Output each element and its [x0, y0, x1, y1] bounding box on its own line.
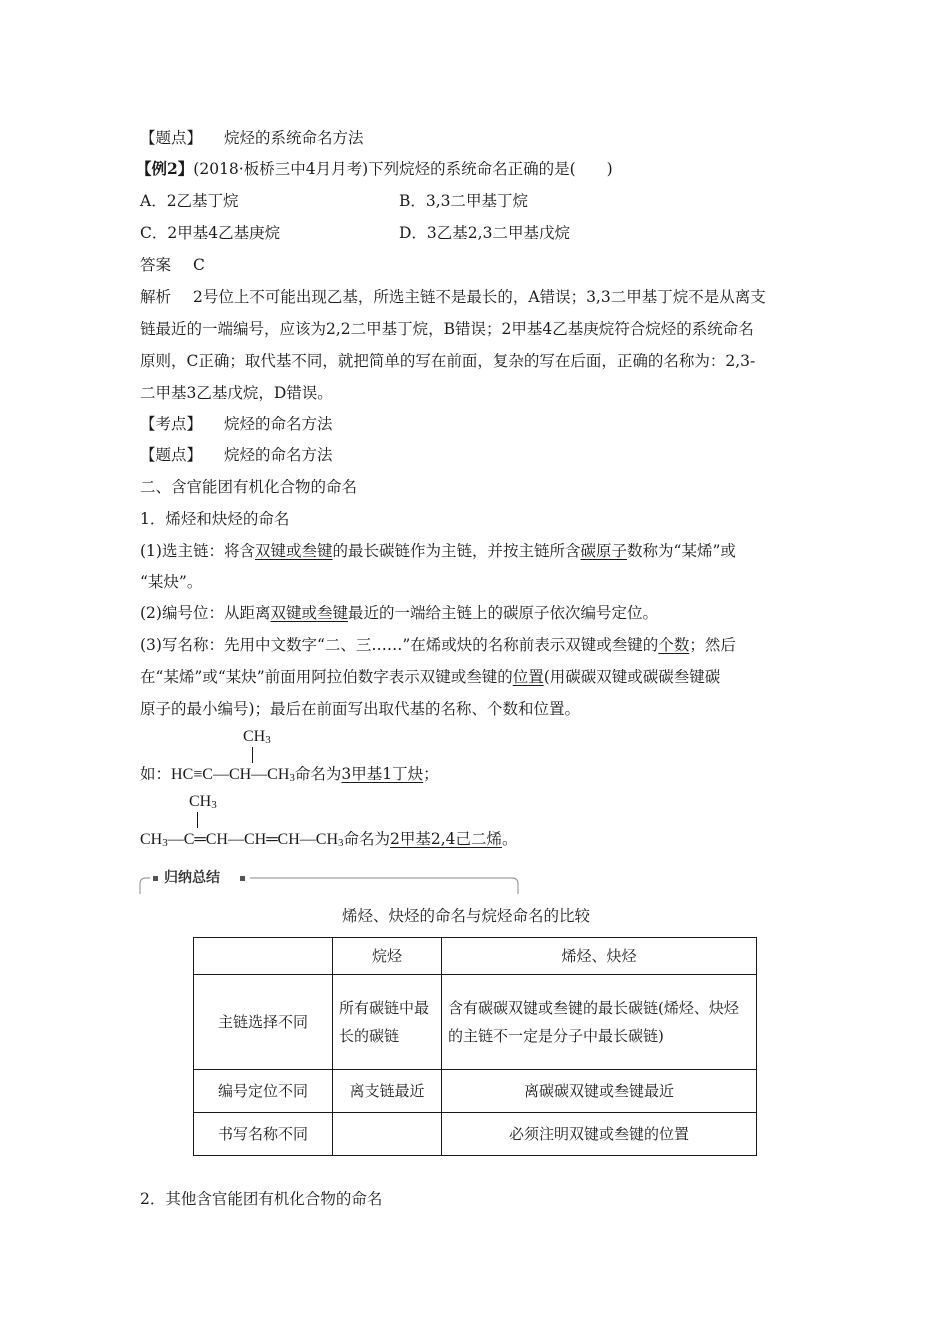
kaodian-line [140, 414, 333, 434]
step2-text-b: 最近的一端给主链上的碳原子依次编号定位。 [347, 604, 658, 622]
table-caption: 烯烃、炔烃的命名与烷烃命名的比较 [342, 907, 591, 925]
step3-text-a: (3)写名称：先用中文数字“二、三……”在烯或炔的名称前表示双键或叁键的 [140, 636, 659, 654]
step1-text-c: 数称为“某烯”或 [627, 542, 736, 560]
analysis-text-1: 2号位上不可能出现乙基，所选主链不是最长的，A错误；3,3二甲基丁烷不是从离支 [193, 288, 766, 306]
step3-blank-2: 位置 [512, 668, 544, 686]
subheading-1: 1．烯烃和炔烃的命名 [140, 510, 290, 528]
step1-text-a: (1)选主链：将含 [140, 542, 255, 560]
row3-alkene: 必须注明双键或叁键的位置 [442, 1113, 757, 1156]
tidian2-tag: 【题点】 [140, 446, 203, 464]
ex2-branch-bond [197, 812, 198, 828]
subheading-2: 2．其他含官能团有机化合物的命名 [140, 1190, 383, 1208]
analysis-line-3: 原则，C正确；取代基不同，就把简单的写在前面，复杂的写在后面，正确的名称为：2,3- [140, 352, 756, 370]
ex1-end: ； [423, 765, 439, 783]
row1-alkane: 所有碳链中最长的碳链 [333, 975, 442, 1070]
example-text: (2018·板桥三中4月月考)下列烷烃的系统命名正确的是( ) [193, 160, 613, 178]
ex2-mid: 命名为 [343, 830, 391, 848]
table-header-corner [194, 938, 333, 975]
row3-alkane [333, 1113, 442, 1156]
tidian2-line [140, 445, 333, 465]
topic-text: 烷烃的系统命名方法 [224, 129, 364, 147]
step3-text-c: 在“某烯”或“某炔”前面用阿拉伯数字表示双键或叁键的 [140, 668, 513, 686]
kaodian-tag: 【考点】 [140, 415, 203, 433]
ex1-prefix: 如： [140, 765, 172, 783]
row3-label: 书写名称不同 [194, 1113, 333, 1156]
table-header-alkane: 烷烃 [333, 938, 442, 975]
analysis-line-4: 二甲基3乙基戊烷，D错误。 [140, 384, 333, 402]
ex1-branch-bond [252, 747, 253, 763]
step2-line [140, 603, 658, 623]
row2-label: 编号定位不同 [194, 1070, 333, 1113]
ex2-name: 2甲基2,4己二烯 [390, 830, 503, 848]
answer-line [140, 255, 205, 275]
answer-label: 答案 [140, 256, 172, 274]
ex1-substituent: $CH_3$ [243, 728, 271, 746]
step1-line1 [140, 541, 736, 561]
ex2-end: 。 [502, 830, 518, 848]
step3-text-d: (用碳碳双键或碳碳叁键碳 [543, 668, 721, 686]
answer-value: C [193, 256, 205, 274]
row2-alkane: 离支链最近 [333, 1070, 442, 1113]
step3-blank-1: 个数 [658, 636, 690, 654]
table-header-alkene: 烯烃、炔烃 [442, 938, 757, 975]
topic-line [140, 128, 364, 148]
step3-line2 [140, 667, 720, 687]
step3-line3: 原子的最小编号)；最后在前面写出取代基的名称、个数和位置。 [140, 700, 581, 718]
option-d: D．3乙基2,3二甲基戊烷 [399, 224, 570, 242]
row2-alkene: 离碳碳双键或叁键最近 [442, 1070, 757, 1113]
option-b: B．3,3二甲基丁烷 [399, 192, 529, 210]
ex1-chain: $HC\equiv C—CH—CH_3$ [171, 766, 295, 784]
topic-tag: 【题点】 [140, 129, 203, 147]
analysis-line-1 [140, 287, 766, 307]
step3-text-b: ；然后 [689, 636, 736, 654]
table-row [194, 1070, 757, 1113]
table-row [194, 975, 757, 1070]
ex2-chain: $CH_3—C═CH—CH═CH—CH_3$ [140, 831, 344, 849]
step1-line2: “某炔”。 [140, 573, 203, 591]
comparison-table [193, 937, 757, 1156]
section-heading: 二、含官能团有机化合物的命名 [140, 478, 358, 496]
kaodian-text: 烷烃的命名方法 [224, 415, 333, 433]
analysis-line-2: 链最近的一端编号，应该为2,2二甲基丁烷，B错误；2甲基4乙基庚烷符合烷烃的系统命名 [140, 320, 754, 338]
summary-title: 归纳总结 [164, 870, 220, 886]
option-c: C．2甲基4乙基庚烷 [140, 224, 281, 242]
step2-blank: 双键或叁键 [270, 604, 348, 622]
step1-text-b: 的最长碳链作为主链，并按主链所含 [332, 542, 581, 560]
ex2-substituent: $CH_3$ [189, 793, 217, 811]
ex1-line [140, 764, 439, 787]
example-tag: 【例2】 [136, 159, 194, 178]
step1-blank-2: 碳原子 [580, 542, 628, 560]
ex1-mid: 命名为 [294, 765, 342, 783]
step2-text-a: (2)编号位：从距离 [140, 604, 271, 622]
row1-label: 主链选择不同 [194, 975, 333, 1070]
step1-blank-1: 双键或叁键 [254, 542, 333, 560]
table-row [194, 1113, 757, 1156]
ex1-name: 3甲基1丁炔 [341, 765, 424, 783]
analysis-label: 解析 [140, 288, 172, 306]
tidian2-text: 烷烃的命名方法 [224, 446, 333, 464]
table-header-row [194, 938, 757, 975]
row1-alkene: 含有碳碳双键或叁键的最长碳链(烯烃、炔烃的主链不一定是分子中最长碳链) [442, 975, 757, 1070]
option-a: A．2乙基丁烷 [140, 192, 239, 210]
step3-line1 [140, 635, 736, 655]
ex2-line [140, 829, 518, 852]
example-line [136, 159, 613, 179]
